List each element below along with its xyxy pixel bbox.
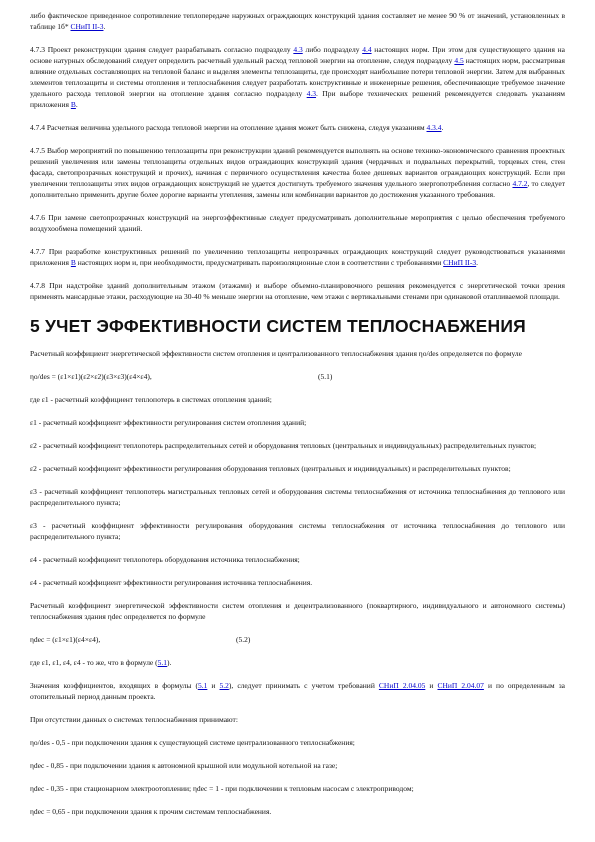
link-snip-ii-3-2[interactable]: СНиП II-3 — [443, 258, 477, 267]
section-heading: 5 УЧЕТ ЭФФЕКТИВНОСТИ СИСТЕМ ТЕПЛОСНАБЖЕНИЯ — [30, 316, 526, 336]
link-appendix-v-2[interactable]: В — [70, 258, 76, 267]
definition-item: ε3 - расчетный коэффициент эффективности регулирования оборудования системы теплоснабжения от источника теплоснабжения до теплового или распределительного пункта; — [30, 521, 565, 541]
link-4-5[interactable]: 4.5 — [454, 56, 464, 65]
paragraph-4-7-6: 4.7.6 При замене светопрозрачных конструкций на энергоэффективные следует предусматривать дополнительные мероприятия с целью обеспечения требуемого воздухообмена помещений зданий. — [30, 213, 565, 233]
link-4-7-2[interactable]: 4.7.2 — [512, 179, 528, 188]
document-page — [30, 10, 565, 829]
definition-item: ε4 - расчетный коэффициент эффективности регулирования источника теплоснабжения. — [30, 578, 313, 587]
definition-item: где ε1 - расчетный коэффициент теплопотерь в системах отопления зданий; — [30, 395, 272, 404]
formula-expression: ηо/des = (ε1×ε1)(ε2×ε2)(ε3×ε3)(ε4×ε4), — [30, 372, 152, 381]
definition-item: ε4 - расчетный коэффициент теплопотерь оборудования источника теплоснабжения; — [30, 555, 300, 564]
link-formula-5-1[interactable]: 5.1 — [157, 658, 168, 667]
default-value-item: ηо/des - 0,5 - при подключении здания к существующей системе централизованного теплоснабжения; — [30, 738, 355, 747]
paragraph-default-values-intro: При отсутствии данных о системах теплоснабжения принимают: — [30, 715, 238, 724]
paragraph-coefficient-values: Значения коэффициентов, входящих в формулы (5.1 и 5.2), следует принимать с учетом требований СНиП 2.04.05 и СНиП 2.04.07 и по определенным за отопительный период данным проекта. — [30, 681, 566, 701]
link-4-4[interactable]: 4.4 — [362, 45, 372, 54]
formula-number: (5.2) — [236, 635, 251, 644]
link-4-3[interactable]: 4.3 — [293, 45, 303, 54]
paragraph-4-7-3: 4.7.3 Проект реконструкции здания следует разрабатывать согласно подразделу 4.3 либо подразделу 4.4 настоящих норм. При этом для существующего здания на основе натурных обследований следует определить расчетный удельный расход тепловой энергии на отопление, следуя подразделу 4.5 настоящих норм, рассматривая влияние отдельных составляющих на тепловой баланс и выделяя элементы теплозащиты, где происходят наибольшие потери тепловой энергии. Затем для выбранных элементов теплозащиты и системы отопления и теплоснабжения следует разработать конструктивные и инженерные решения, обеспечивающие требуемое значение удельного расхода тепловой энергии на отопление здания согласно подразделу 4.3. При выборе технических решений рекомендуется следовать указаниям приложения В. — [30, 45, 566, 109]
definition-item: ε3 - расчетный коэффициент теплопотерь магистральных тепловых сетей и оборудования системы теплоснабжения от источника теплоснабжения до теплового или распределительного пункта; — [30, 487, 565, 507]
formula-5-1 — [30, 371, 565, 382]
definition-item: ε1 - расчетный коэффициент эффективности регулирования систем отопления зданий; — [30, 418, 307, 427]
default-value-item: ηdec - 0,85 - при подключении здания к автономной крышной или модульной котельной на газе; — [30, 761, 338, 770]
formula-expression: ηdec = (ε1×ε1)(ε4×ε4), — [30, 635, 101, 644]
paragraph-efficiency-intro: Расчетный коэффициент энергетической эффективности систем отопления и централизованного теплоснабжения здания ηо/des определяется по формуле — [30, 349, 522, 358]
formula-number: (5.1) — [318, 372, 333, 381]
paragraph-decentralized-intro: Расчетный коэффициент энергетической эффективности систем отопления и децентрализованного (поквартирного, индивидуального и автономного системы) теплоснабжения здания ηdec определяется по формуле — [30, 601, 565, 621]
link-snip-ii-3[interactable]: СНиП II-3 — [70, 22, 104, 31]
paragraph-same-as-formula: где ε1, ε1, ε4, ε4 - то же, что в формуле (5.1). — [30, 658, 172, 667]
link-4-3-second[interactable]: 4.3 — [306, 89, 317, 98]
link-appendix-v[interactable]: В — [70, 100, 76, 109]
paragraph-4-7-4: 4.7.4 Расчетная величина удельного расхода тепловой энергии на отопление здания может быть снижена, следуя указаниям 4.3.4. — [30, 123, 444, 132]
link-snip-2-04-05[interactable]: СНиП 2.04.05 — [378, 681, 426, 690]
link-formula-5-1-b[interactable]: 5.1 — [197, 681, 208, 690]
paragraph-4-7-7: 4.7.7 При разработке конструктивных решений по увеличению теплозащиты непрозрачных ограждающих конструкций следует руководствоваться указаниями приложения В настоящих норм и, при необходимости, предусматривать пароизоляционные слои в соответствии с требованиями СНиП II-3. — [30, 247, 565, 267]
paragraph-4-7-5: 4.7.5 Выбор мероприятий по повышению теплозащиты при реконструкции зданий рекомендуется выполнять на основе технико-экономического сравнения проектных решений увеличения или замены теплозащиты отдельных видов ограждающих конструкций здания (чердачных и подвальных перекрытий, торцевых стен, стен фасада, светопрозрачных конструкций и прочих), начиная с первичного осуществления качества более дешевых вариантов ограждающих конструкций. Если при увеличении теплозащиты этих видов ограждающих конструкций не удается достигнуть требуемого значения удельного энергопотребления согласно 4.7.2, то следует дополнительно применить другие более дорогие варианты утепления, замены или комбинации вариантов до достижения указанного требования. — [30, 146, 565, 199]
default-value-item: ηdec = 0,65 - при подключении здания к прочим системам теплоснабжения. — [30, 807, 272, 816]
paragraph-table-reference: либо фактическое приведенное сопротивление теплопередаче наружных ограждающих конструкций здания составляет не менее 90 % от значений, установленных в таблице 1б* СНиП II-3. — [30, 11, 565, 31]
definition-item: ε2 - расчетный коэффициент эффективности регулирования оборудования тепловых (центральных и индивидуальных) и распределительных пунктов; — [30, 464, 511, 473]
link-snip-2-04-07[interactable]: СНиП 2.04.07 — [437, 681, 484, 690]
definition-item: ε2 - расчетный коэффициент теплопотерь распределительных сетей и оборудования тепловых (центральных и индивидуальных) распределительных пунктов; — [30, 441, 537, 450]
paragraph-4-7-8: 4.7.8 При надстройке зданий дополнительным этажом (этажами) и выборе объемно-планировочного решения рекомендуется с энергетической точки зрения применять мансардные этажи, расходующие на 30-40 % меньше энергии на отопление, чем этажи с вертикальными стенами при одинаковой отапливаемой площади. — [30, 281, 565, 301]
formula-5-2 — [30, 634, 565, 645]
default-value-item: ηdec - 0,35 - при стационарном электроотоплении; ηdec = 1 - при подключении к тепловым насосам с электроприводом; — [30, 784, 414, 793]
link-formula-5-2[interactable]: 5.2 — [219, 681, 229, 690]
link-4-3-4[interactable]: 4.3.4 — [426, 123, 442, 132]
